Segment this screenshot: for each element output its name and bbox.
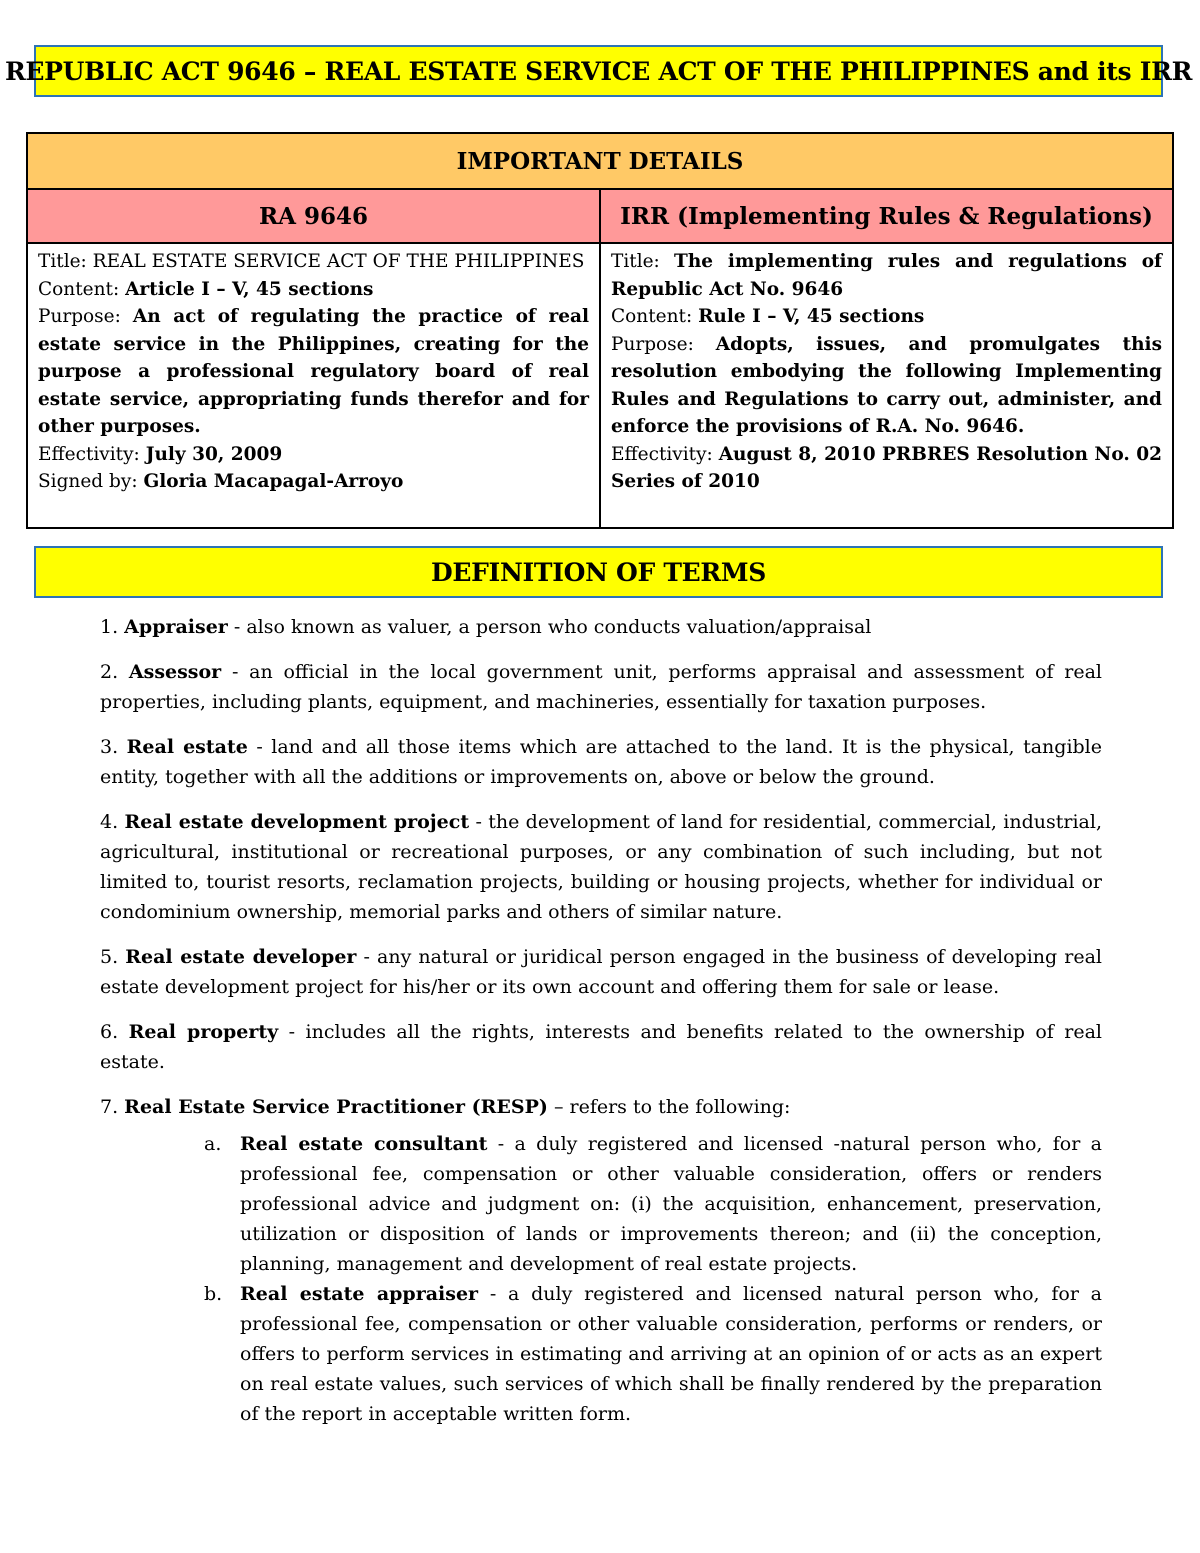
definition-term: Assessor [128,661,222,683]
definition-text: - the development of land for residential, commercial, industrial, agricultural, institutional or recreational purposes, or any combination of such including, but not limited to, tourist resorts, reclamation projects, building or housing projects, whether for individual or condominium ownership, memorial parks and others of similar nature. [100,811,1102,923]
definition-item [100,657,1102,717]
irr-content-row [611,303,1162,331]
document-title: REPUBLIC ACT 9646 – REAL ESTATE SERVICE ACT OF THE PHILIPPINES and its IRR [4,56,1193,86]
irr-content-label: Content: [611,306,699,327]
ra-effectivity-value: July 30, 2009 [145,443,283,465]
definition-number: 2. [100,661,129,683]
ra-content-label: Content: [38,278,126,300]
definition-term: Real Estate Service Practitioner (RESP) [124,1096,548,1118]
irr-effectivity-value: August 8, 2010 PRBRES Resolution No. 02 Series of 2010 [611,443,1162,492]
sub-item-text: - a duly registered and licensed -natural person who, for a professional fee, compensation or other valuable consideration, offers or renders professional advice and judgment on: (i) the acquisition, enhancement, preservation, utilization or disposition of lands or improvements thereon; and (ii) the conception, planning, management and development of real estate projects. [240,1133,1102,1275]
definition-item [100,942,1102,1002]
irr-details-cell [600,243,1173,528]
sub-item-text: - a duly registered and licensed natural person who, for a professional fee, compensation or other valuable consideration, performs or renders, or offers to perform services in estimating and arriving at an opinion of or acts as an expert on real estate values, such services of which shall be finally rendered by the preparation of the report in acceptable written form. [240,1283,1102,1425]
ra-title-value: REAL ESTATE SERVICE ACT OF THE PHILIPPINES [92,251,585,272]
ra-title-row [38,248,589,276]
definition-text: - includes all the rights, interests and benefits related to the ownership of real estate. [100,1021,1102,1073]
resp-sub-list [100,1129,1102,1429]
definition-item [100,807,1102,927]
irr-purpose-value: Adopts, issues, and promulgates this resolution embodying the following Implementing Rules and Regulations to carry out, administer, and enforce the provisions of R.A. No. 9646. [611,333,1162,437]
definition-term: Appraiser [124,616,228,638]
ra-content-value: Article I – V, 45 sections [125,278,374,300]
irr-purpose-row [611,331,1162,441]
definition-number: 7. [100,1096,125,1118]
definition-text: - any natural or juridical person engaged in the business of developing real estate development project for his/her or its own account and offering them for sale or lease. [100,946,1103,998]
irr-purpose-label: Purpose: [611,333,716,355]
definition-number: 3. [100,736,127,758]
definition-text: - land and all those items which are attached to the land. It is the physical, tangible entity, together with all the additions or improvements on, above or below the ground. [100,736,1103,788]
definition-item [100,612,1102,642]
irr-column-header: IRR (Implementing Rules & Regulations) [600,189,1173,243]
definition-text: – refers to the following: [547,1096,791,1118]
definition-number: 6. [100,1021,129,1043]
ra-content-row [38,276,589,304]
irr-effectivity-label: Effectivity: [611,443,719,465]
important-details-table [26,132,1174,529]
definition-term: Real estate development project [124,811,470,833]
definition-text: - an official in the local government unit, performs appraisal and assessment of real properties, including plants, equipment, and machineries, essentially for taxation purposes. [100,661,1102,713]
ra-details-cell [27,243,600,528]
ra-effectivity-row [38,441,589,469]
irr-title-value: The implementing rules and regulations of Republic Act No. 9646 [611,251,1162,300]
definition-item [100,732,1102,792]
document-title-banner [4,45,1193,97]
definition-term: Real property [128,1021,279,1043]
ra-purpose-row [38,303,589,441]
definition-number: 4. [100,811,125,833]
ra-purpose-value: An act of regulating the practice of real estate service in the Philippines, creating for the purpose a professional regulatory board of real estate service, appropriating funds therefor and for other purposes. [38,306,589,437]
ra-signed-row [38,468,589,496]
definition-number: 5. [100,946,126,968]
ra-signed-value: Gloria Macapagal-Arroyo [143,471,404,492]
sub-item-term: Real estate consultant [240,1133,488,1155]
ra-column-header: RA 9646 [27,189,600,243]
definition-of-terms-heading: DEFINITION OF TERMS [430,557,767,587]
sub-item-letter: b. [204,1283,223,1305]
definition-text: - also known as valuer, a person who conducts valuation/appraisal [227,616,872,638]
sub-item-term: Real estate appraiser [240,1283,479,1305]
definition-item [100,1017,1102,1077]
definition-term: Real estate developer [125,946,357,968]
resp-sub-item [100,1279,1102,1429]
ra-purpose-label: Purpose: [38,306,133,327]
resp-sub-item [100,1129,1102,1279]
irr-title-row [611,248,1162,303]
definition-term: Real estate [126,736,248,758]
definition-number: 1. [100,616,125,638]
ra-effectivity-label: Effectivity: [38,443,146,465]
important-details-header: IMPORTANT DETAILS [27,133,1173,189]
definition-item [100,1092,1102,1122]
definition-list [100,612,1102,1429]
irr-effectivity-row [611,441,1162,496]
ra-signed-label: Signed by: [38,471,144,492]
irr-title-label: Title: [611,251,675,272]
irr-content-value: Rule I – V, 45 sections [698,306,925,327]
sub-item-letter: a. [204,1133,222,1155]
definition-of-terms-banner [34,546,1163,598]
ra-title-label: Title: [38,251,93,272]
